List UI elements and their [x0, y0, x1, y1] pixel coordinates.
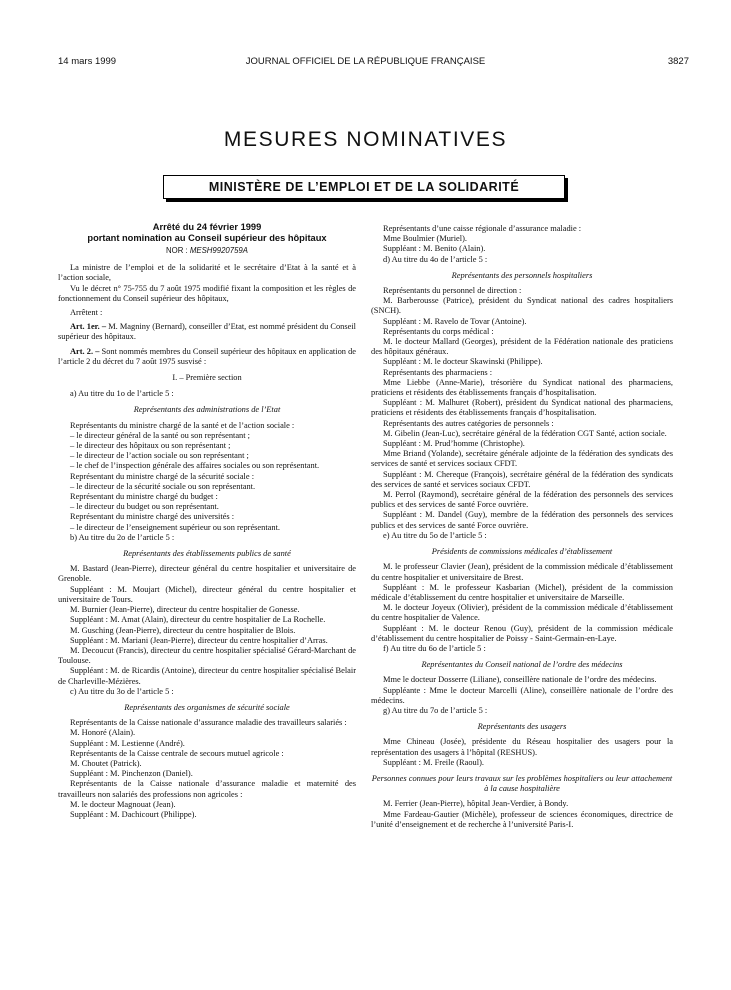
subsection-title: f) Au titre du 6o de l’article 5 : [383, 643, 486, 653]
paragraph: Représentant du ministre chargé de la sécurité sociale : [70, 471, 255, 481]
arrete-subtitle: portant nomination au Conseil supérieur des hôpitaux [87, 233, 327, 243]
paragraph: Représentants de la Caisse nationale d’assurance maladie des travailleurs salariés : [70, 718, 347, 728]
paragraph: Suppléant : M. le docteur Skawinski (Philippe). [383, 357, 543, 367]
paragraph: M. Gusching (Jean-Pierre), directeur du centre hospitalier de Blois. [70, 625, 296, 635]
article-2 [58, 347, 356, 367]
paragraph: M. Burnier (Jean-Pierre), directeur du centre hospitalier de Gonesse. [70, 605, 300, 615]
category-heading: Représentants des organismes de sécurité sociale [124, 702, 290, 712]
header-journal-title: JOURNAL OFFICIEL DE LA RÉPUBLIQUE FRANÇAISE [245, 56, 486, 67]
category-heading: Représentantes du Conseil national de l’ordre des médecins [421, 660, 623, 670]
paragraph: Représentants des autres catégories de personnels : [383, 418, 554, 428]
list-item: – le directeur du budget ou son représentant. [70, 502, 219, 512]
paragraph: Mme Chineau (Josée), présidente du Réseau hospitalier des usagers pour la représentation des usagers à l’hôpital (RESHUS). [371, 737, 673, 757]
paragraph: Suppléant : M. Malhuret (Robert), président du Syndicat national des pharmaciens, praticiens et résidents des établissements français d’hospitalisation. [371, 398, 673, 418]
header-date: 14 mars 1999 [58, 56, 117, 67]
paragraph: M. Perrol (Raymond), secrétaire général de la fédération des personnels des services publics et des services de santé Force ouvrière. [371, 490, 673, 510]
paragraph: La ministre de l’emploi et de la solidarité et le secrétaire d’Etat à la santé et à l’action sociale, [58, 263, 356, 283]
list-item: – le directeur des hôpitaux ou son représentant ; [70, 441, 231, 451]
paragraph: Représentants du ministre chargé de la santé et de l’action sociale : [70, 420, 295, 430]
right-column [371, 224, 673, 830]
paragraph: Suppléant : M. le docteur Renou (Guy), président de la commission médicale d’établissement du centre hospitalier de Poissy - Saint-Germain-en-Laye. [371, 623, 673, 643]
paragraph: Suppléant : M. de Ricardis (Antoine), directeur du centre hospitalier spécialisé Belair de Charleville-Mézières. [58, 666, 356, 686]
nor-value: MESH9920759A [189, 246, 248, 255]
paragraph: Mme Fardeau-Gautier (Michèle), professeur de sciences économiques, directrice de l’unité d’enseignement et de recherche à l’université Paris-I. [371, 809, 673, 829]
paragraph: M. Gibelin (Jean-Luc), secrétaire général de la fédération CGT Santé, action sociale. [383, 428, 667, 438]
paragraph: Suppléant : M. Amat (Alain), directeur du centre hospitalier de La Rochelle. [70, 615, 326, 625]
paragraph: Suppléant : M. Prud’homme (Christophe). [383, 439, 525, 449]
paragraph: Représentants d’une caisse régionale d’assurance maladie : [383, 224, 582, 233]
category-heading: Personnes connues pour leurs travaux sur les problèmes hospitaliers ou leur attachement à la cause hospitalière [371, 773, 673, 794]
article-text: Sont nommés membres du Conseil supérieur des hôpitaux en application de l’article 2 du décret du 7 août 1975 susvisé : [58, 346, 356, 366]
paragraph: Suppléant : M. Mariani (Jean-Pierre), directeur du centre hospitalier d’Arras. [70, 635, 328, 645]
subsection-title: b) Au titre du 2o de l’article 5 : [70, 532, 175, 542]
article-text: M. Magniny (Bernard), conseiller d’Etat, est nommé président du Conseil supérieur des hôpitaux. [58, 322, 356, 342]
paragraph: Mme Liebbe (Anne-Marie), trésorière du Syndicat national des pharmaciens, praticiens et résidents des établissements français d’hospitalisation. [371, 377, 673, 398]
paragraph: Suppléante : Mme le docteur Marcelli (Aline), conseillère nationale de l’ordre des médecins. [371, 685, 673, 705]
paragraph: Suppléant : M. Lestienne (André). [70, 738, 185, 748]
category-heading: Représentants des usagers [477, 722, 567, 732]
paragraph: M. Choutet (Patrick). [70, 758, 142, 768]
category-heading: Représentants des personnels hospitaliers [451, 270, 593, 280]
list-item: – le directeur général de la santé ou son représentant ; [70, 430, 250, 440]
list-item: – le chef de l’inspection générale des affaires sociales ou son représentant. [70, 461, 320, 471]
category-heading: Présidents de commissions médicales d’établissement [431, 547, 613, 557]
subsection-title: a) Au titre du 1o de l’article 5 : [70, 389, 174, 399]
nor-reference [58, 246, 356, 256]
list-item: – le directeur de la sécurité sociale ou son représentant. [70, 481, 256, 491]
paragraph: M. Honoré (Alain). [70, 728, 136, 738]
paragraph: M. le docteur Mallard (Georges), président de la Fédération nationale des praticiens des hôpitaux généraux. [371, 337, 673, 357]
paragraph: M. Decoucut (Francis), directeur du centre hospitalier spécialisé Gérard-Marchant de Toulouse. [58, 645, 356, 666]
paragraph: M. Ferrier (Jean-Pierre), hôpital Jean-Verdier, à Bondy. [383, 799, 569, 809]
paragraph: Représentants de la Caisse nationale d’assurance maladie et maternité des travailleurs non salariés des professions non agricoles : [58, 779, 356, 799]
paragraph: Suppléant : M. Moujart (Michel), directeur général du centre hospitalier et universitaire de Tours. [58, 584, 356, 604]
category-heading: Représentants des administrations de l’Etat [133, 405, 281, 415]
paragraph: Représentants du personnel de direction : [383, 286, 522, 296]
list-item: – le directeur de l’enseignement supérieur ou son représentant. [70, 522, 280, 532]
left-column [58, 222, 356, 820]
paragraph: Suppléant : M. Ravelo de Tovar (Antoine). [383, 316, 527, 326]
subsection-title: e) Au titre du 5o de l’article 5 : [383, 530, 487, 540]
paragraph: Suppléant : M. Freile (Raoul). [383, 757, 484, 767]
paragraph: M. le docteur Joyeux (Olivier), président de la commission médicale d’établissement du centre hospitalier de Valence. [371, 603, 673, 623]
section-heading: I. – Première section [172, 373, 242, 383]
paragraph: Vu le décret n° 75-755 du 7 août 1975 modifié fixant la composition et les règles de fonctionnement du Conseil supérieur des hôpitaux, [58, 283, 356, 303]
list-item: – le directeur de l’action sociale ou son représentant ; [70, 451, 249, 461]
paragraph: Suppléant : M. Dachicourt (Philippe). [70, 809, 197, 819]
paragraph: Représentant du ministre chargé des universités : [70, 512, 235, 522]
paragraph: Représentants des pharmaciens : [383, 367, 493, 377]
paragraph: Représentant du ministre chargé du budget : [70, 492, 218, 502]
paragraph: Représentants du corps médical : [383, 326, 494, 336]
paragraph: Suppléant : M. Benito (Alain). [383, 244, 486, 254]
paragraph: Suppléant : M. Pinchenzon (Daniel). [70, 769, 193, 779]
paragraph: M. le professeur Clavier (Jean), président de la commission médicale d’établissement du centre hospitalier et universitaire de Brest. [371, 562, 673, 582]
article-label: Art. 2. – [70, 346, 100, 356]
paragraph: M. Barberousse (Patrice), président du Syndicat national des cadres hospitaliers (SNCH). [371, 296, 673, 316]
article-1 [58, 322, 356, 342]
page-title: MESURES NOMINATIVES [223, 128, 508, 151]
ministry-heading: MINISTÈRE DE L’EMPLOI ET DE LA SOLIDARITÉ [163, 175, 565, 199]
paragraph: Suppléant : M. Dandel (Guy), membre de la fédération des personnels des services publics et des services de santé Force ouvrière. [371, 510, 673, 530]
paragraph: Mme Boulmier (Muriel). [383, 234, 467, 244]
paragraph: Suppléant : M. le professeur Kasbarian (Michel), président de la commission médicale d’établissement du centre hospitalier et universitaire de Marseille. [371, 582, 673, 602]
subsection-title: g) Au titre du 7o de l’article 5 : [383, 705, 488, 715]
paragraph: Arrêtent : [70, 308, 103, 318]
paragraph: Représentants de la Caisse centrale de secours mutuel agricole : [70, 748, 284, 758]
paragraph: Mme Briand (Yolande), secrétaire générale adjointe de la fédération des syndicats des services de santé et services sociaux CFDT. [371, 449, 673, 469]
subsection-title: c) Au titre du 3o de l’article 5 : [70, 686, 174, 696]
header-page-number: 3827 [667, 56, 689, 67]
article-label: Art. 1er. – [70, 322, 107, 332]
paragraph: M. Bastard (Jean-Pierre), directeur général du centre hospitalier et universitaire de Grenoble. [58, 564, 356, 584]
subsection-title: d) Au titre du 4o de l’article 5 : [383, 254, 488, 264]
category-heading: Représentants des établissements publics de santé [123, 549, 291, 559]
paragraph: Suppléant : M. Chereque (François), secrétaire général de la fédération des syndicats des services de santé et services sociaux CFDT. [371, 469, 673, 489]
paragraph: Mme le docteur Dosserre (Liliane), conseillère nationale de l’ordre des médecins. [383, 675, 657, 685]
paragraph: M. le docteur Magnouat (Jean). [70, 799, 176, 809]
nor-label: NOR : [166, 246, 188, 255]
arrete-title: Arrêté du 24 février 1999 [152, 222, 262, 232]
